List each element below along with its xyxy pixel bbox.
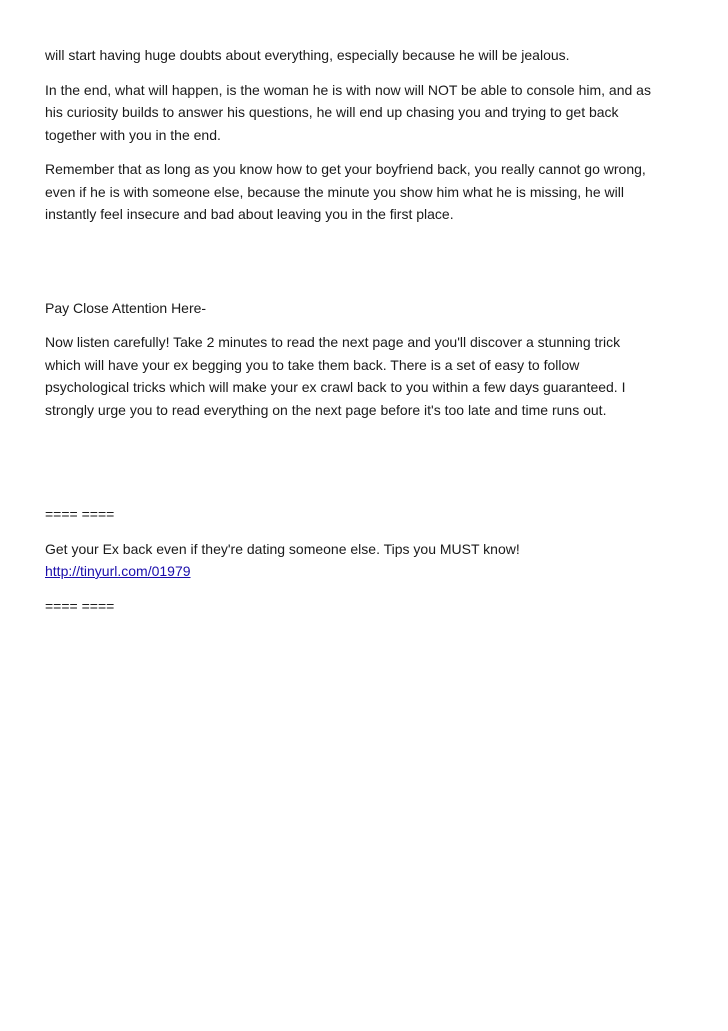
promo-block <box>45 538 695 583</box>
text-line: will start having huge doubts about everything, especially because he will be jealous. <box>45 47 570 63</box>
separator-top <box>45 503 695 526</box>
separator-bottom <box>45 595 695 618</box>
paragraph-remember <box>45 158 695 226</box>
text-line: together with you in the end. <box>45 126 221 143</box>
text-line: even if he is with someone else, because the minute you show him what he is missing, he will <box>45 183 624 200</box>
section-heading <box>45 297 695 320</box>
promo-text: Get your Ex back even if they're dating someone else. Tips you MUST know! <box>45 540 520 557</box>
text-line: Remember that as long as you know how to get your boyfriend back, you really cannot go wrong, <box>45 161 646 177</box>
paragraph-listen <box>45 331 695 421</box>
heading-text: Pay Close Attention Here- <box>45 299 207 316</box>
text-line: which will have your ex begging you to take them back. There is a set of easy to follow <box>45 356 580 373</box>
paragraph-console <box>45 79 695 147</box>
promo-line <box>45 560 695 583</box>
separator-text: ==== ==== <box>45 597 115 614</box>
promo-link[interactable]: http://tinyurl.com/01979 <box>45 563 191 579</box>
text-line: strongly urge you to read everything on the next page before it's too late and time runs out. <box>45 401 607 418</box>
paragraph-jealousy <box>45 44 695 67</box>
text-line: In the end, what will happen, is the woman he is with now will NOT be able to console him, and as <box>45 81 651 98</box>
text-line: his curiosity builds to answer his questions, he will end up chasing you and trying to get back <box>45 104 619 120</box>
text-line: Now listen carefully! Take 2 minutes to read the next page and you'll discover a stunning trick <box>45 334 621 350</box>
text-line: instantly feel insecure and bad about leaving you in the first place. <box>45 206 454 222</box>
document-page <box>45 44 695 617</box>
separator-text: ==== ==== <box>45 506 115 522</box>
text-line: psychological tricks which will make your ex crawl back to you within a few days guaranteed. I <box>45 379 626 395</box>
